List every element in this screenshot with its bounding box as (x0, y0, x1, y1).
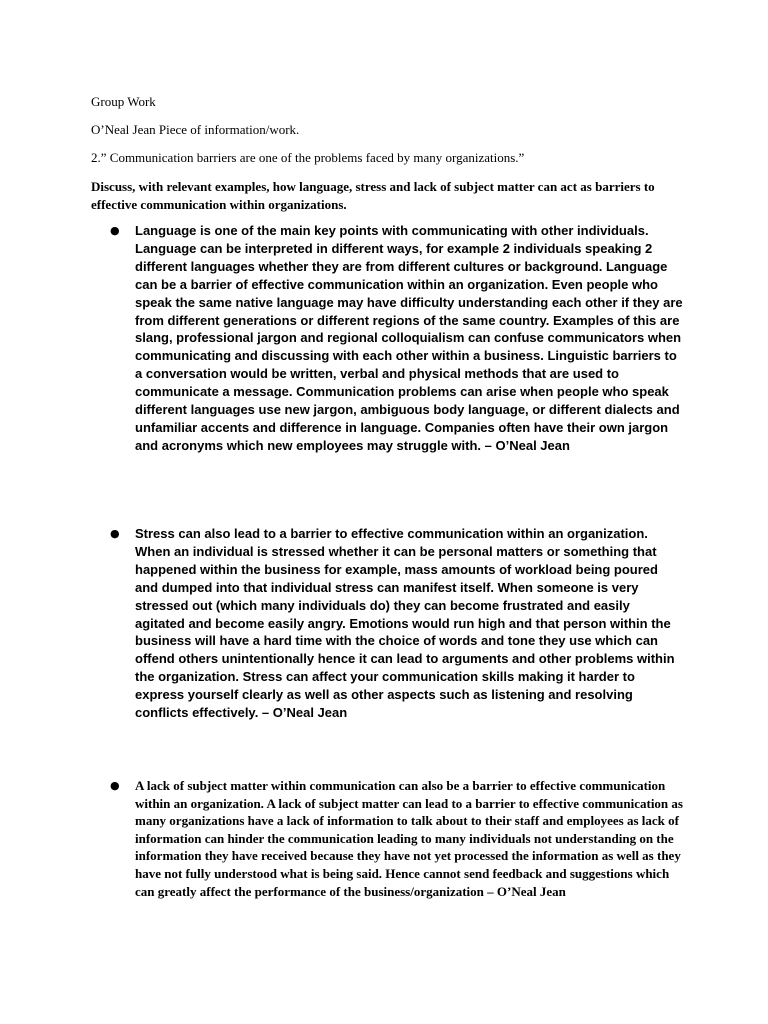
bullet-text: A lack of subject matter within communication can also be a barrier to effective communication within an organization. A lack of subject matter can lead to a barrier to effective communication as many organizations have a lack of information to talk about to their staff and employees as lack of information can hinder the communication leading to many individuals not understanding on the information they have received because they have not yet processed the information as well as they have not fully understood what is being said. Hence cannot send feedback and suggestions which can greatly affect the performance of the business/organization – O’Neal Jean (135, 778, 683, 899)
bullet-icon: ● (110, 527, 120, 540)
bullet-icon: ● (110, 779, 120, 792)
bullet-text: Stress can also lead to a barrier to effective communication within an organization. When an individual is stressed whether it can be personal matters or something that happened within the business for example, mass amounts of workload being poured and dumped into that individual stress can manifest itself. When someone is very stressed out (which many individuals do) they can become frustrated and easily agitated and become easily angry. Emotions would run high and that person within the business will have a hard time with the choice of words and tone they use which can offend others unintentionally hence it can lead to arguments and other problems within the organization. Stress can affect your communication skills making it harder to express yourself clearly as well as other aspects such as listening and resolving conflicts effectively. – O’Neal Jean (135, 526, 675, 721)
assignment-prompt: Discuss, with relevant examples, how language, stress and lack of subject matter can act as barriers to effective communication within organizations. (91, 179, 655, 212)
bullet-icon: ● (110, 224, 120, 237)
document-heading: Group Work (91, 94, 156, 109)
quote-line: 2.” Communication barriers are one of the problems faced by many organizations.” (91, 150, 525, 165)
bullet-text: Language is one of the main key points with communicating with other individuals. Language can be interpreted in different ways, for example 2 individuals speaking 2 different languages whether they are from different cultures or background. Language can be a barrier of effective communication within an organization. Even people who speak the same native language may have difficulty understanding each other if they are from different generations or different regions of the same country. Examples of this are slang, professional jargon and regional colloquialism can confuse communicators when communicating and discussing with each other within a business. Linguistic barriers to a conversation would be written, verbal and physical methods that are used to communicate a message. Communication problems can arise when people who speak different languages use new jargon, ambiguous body language, or different dialects and unfamiliar accents and difference in language. Companies often have their own jargon and acronyms which new employees may struggle with. – O’Neal Jean (135, 223, 683, 453)
author-line: O’Neal Jean Piece of information/work. (91, 122, 300, 137)
